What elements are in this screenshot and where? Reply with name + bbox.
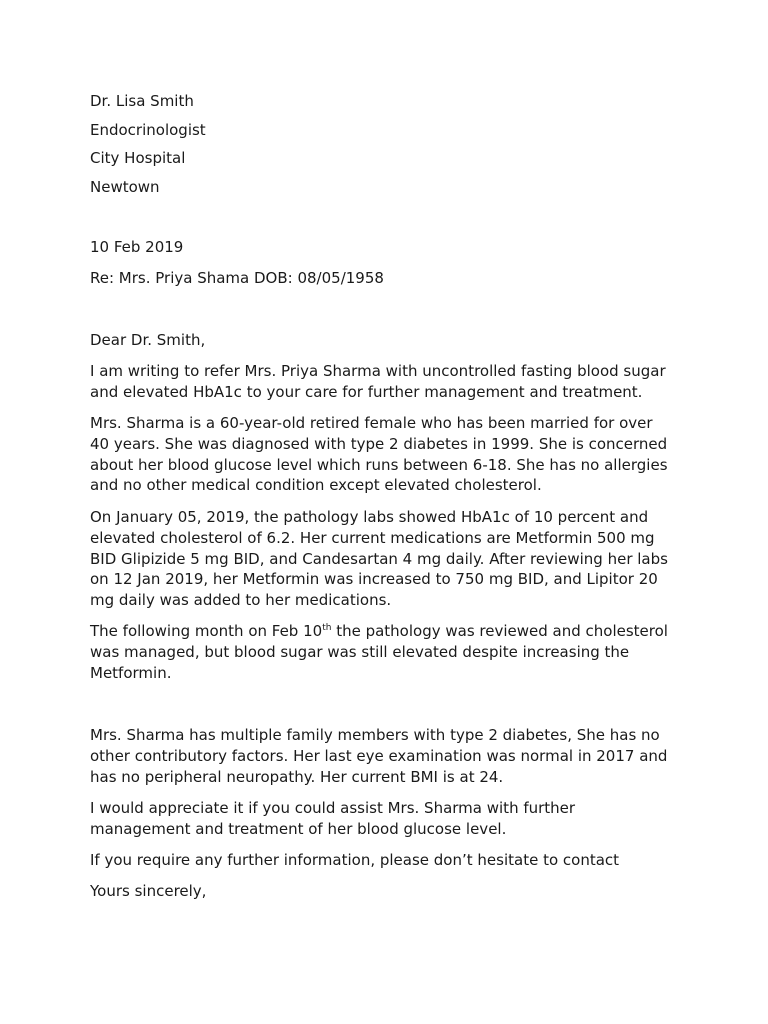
paragraph-line: I am writing to refer Mrs. Priya Sharma with uncontrolled fasting blood sugar: [90, 362, 666, 380]
paragraph-line: was managed, but blood sugar was still elevated despite increasing the: [90, 642, 630, 661]
paragraph-line: other contributory factors. Her last eye examination was normal in 2017 and: [90, 746, 668, 765]
paragraph-line: 40 years. She was diagnosed with type 2 diabetes in 1999. She is concerned: [90, 434, 668, 453]
paragraph-history: [90, 413, 680, 496]
paragraph-line: mg daily was added to her medications.: [90, 591, 392, 610]
ordinal-suffix: th: [322, 623, 332, 633]
paragraph-line: management and treatment of her blood glucose level.: [90, 819, 507, 838]
re-line: Re: Mrs. Priya Shama DOB: 08/05/1958: [90, 269, 384, 287]
followup-text-start: The following month on Feb 10: [90, 622, 323, 640]
paragraph-line: elevated cholesterol of 6.2. Her current medications are Metformin 500 mg: [90, 528, 655, 547]
salutation: Dear Dr. Smith,: [90, 331, 206, 349]
paragraph-line: Mrs. Sharma is a 60-year-old retired female who has been married for over: [90, 414, 653, 432]
paragraph-followup: [90, 621, 680, 683]
paragraph-line: about her blood glucose level which runs between 6-18. She has no allergies: [90, 455, 668, 474]
paragraph-line: I would appreciate it if you could assist Mrs. Sharma with further: [90, 799, 576, 817]
paragraph-line: has no peripheral neuropathy. Her current BMI is at 24.: [90, 767, 504, 786]
followup-text-end: the pathology was reviewed and cholesterol: [331, 622, 668, 640]
paragraph-line: [90, 621, 680, 642]
paragraph-line: Mrs. Sharma has multiple family members with type 2 diabetes, She has no: [90, 726, 660, 744]
paragraph-line: On January 05, 2019, the pathology labs showed HbA1c of 10 percent and: [90, 508, 649, 526]
recipient-name: Dr. Lisa Smith: [90, 92, 194, 110]
recipient-town: Newtown: [90, 178, 160, 196]
paragraph-family-history: [90, 725, 680, 787]
paragraph-line: Metformin.: [90, 663, 172, 682]
letter-date: 10 Feb 2019: [90, 238, 184, 256]
closing: Yours sincerely,: [90, 882, 207, 900]
paragraph-line: and no other medical condition except elevated cholesterol.: [90, 476, 542, 495]
paragraph-line: on 12 Jan 2019, her Metformin was increased to 750 mg BID, and Lipitor 20: [90, 570, 658, 589]
paragraph-medications: [90, 507, 680, 611]
paragraph-referral: [90, 361, 680, 403]
letter-page: [90, 0, 680, 1024]
recipient-title: Endocrinologist: [90, 121, 206, 139]
paragraph-line: BID Glipizide 5 mg BID, and Candesartan 4 mg daily. After reviewing her labs: [90, 549, 668, 568]
paragraph-line: and elevated HbA1c to your care for further management and treatment.: [90, 382, 643, 401]
paragraph-request: [90, 798, 680, 840]
paragraph-contact: If you require any further information, please don’t hesitate to contact: [90, 851, 620, 869]
recipient-hospital: City Hospital: [90, 149, 186, 167]
